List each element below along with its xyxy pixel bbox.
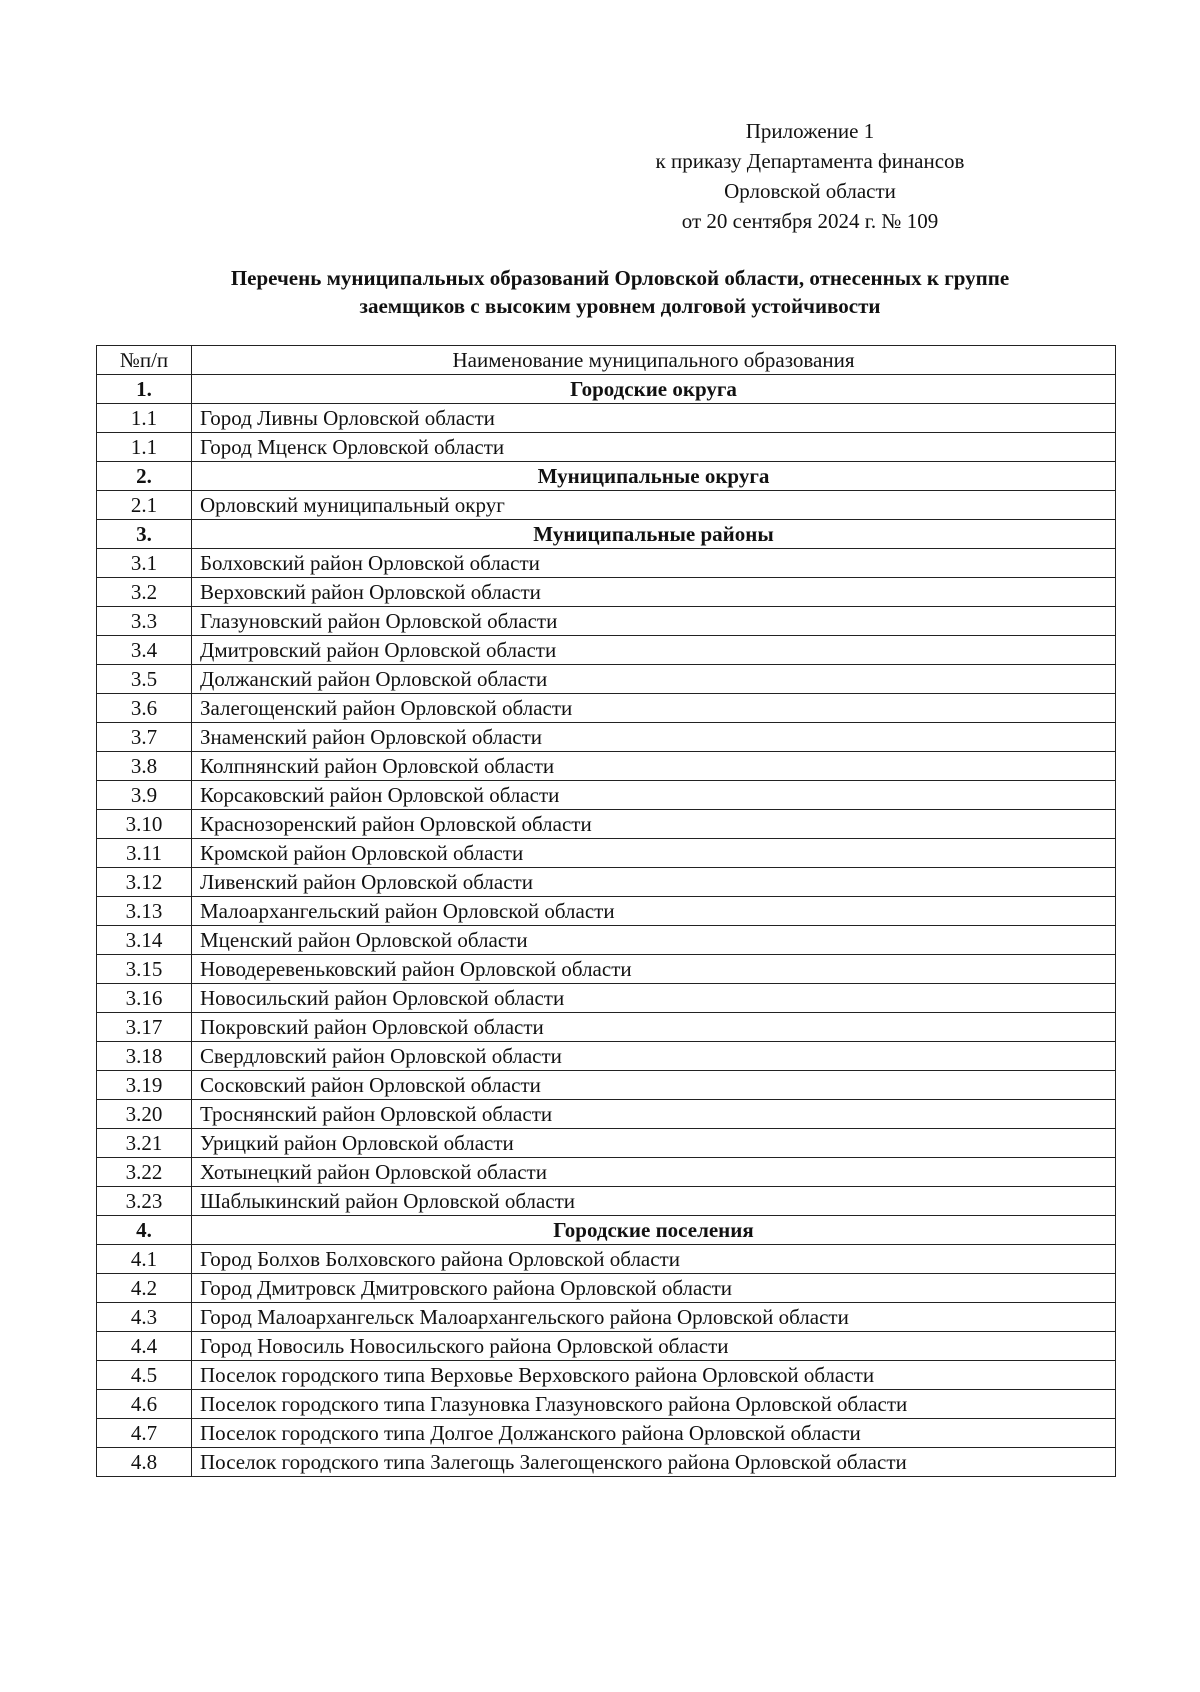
document-title: [150, 264, 1090, 320]
table-row: [97, 1390, 1116, 1419]
row-number: 3.14: [97, 926, 192, 955]
section-row: [97, 375, 1116, 404]
table-row: [97, 1332, 1116, 1361]
municipality-name: Сосковский район Орловской области: [192, 1071, 1116, 1100]
row-number: 3.5: [97, 665, 192, 694]
section-row: [97, 1216, 1116, 1245]
table-row: [97, 433, 1116, 462]
table-row: [97, 752, 1116, 781]
department-region: Орловской области: [724, 179, 896, 203]
municipality-name: Поселок городского типа Залегощь Залегощенского района Орловской области: [192, 1448, 1116, 1477]
municipality-name: Новосильский район Орловской области: [192, 984, 1116, 1013]
section-row: [97, 520, 1116, 549]
row-number: 3.23: [97, 1187, 192, 1216]
row-number: 3.7: [97, 723, 192, 752]
row-number: 3.20: [97, 1100, 192, 1129]
municipality-name: Город Малоархангельск Малоархангельского района Орловской области: [192, 1303, 1116, 1332]
table-row: [97, 1129, 1116, 1158]
table-row: [97, 868, 1116, 897]
order-date-number: от 20 сентября 2024 г. № 109: [681, 209, 939, 233]
table-row: [97, 1100, 1116, 1129]
title-line-2: заемщиков с высоким уровнем долговой устойчивости: [359, 294, 881, 318]
row-number: 3.2: [97, 578, 192, 607]
table-row: [97, 781, 1116, 810]
municipality-name: Корсаковский район Орловской области: [192, 781, 1116, 810]
municipality-name: Должанский район Орловской области: [192, 665, 1116, 694]
table-row: [97, 1361, 1116, 1390]
table-row: [97, 897, 1116, 926]
table-row: [97, 984, 1116, 1013]
table-row: [97, 1158, 1116, 1187]
municipality-name: Колпнянский район Орловской области: [192, 752, 1116, 781]
row-number: 3.15: [97, 955, 192, 984]
municipality-name: Город Новосиль Новосильского района Орловской области: [192, 1332, 1116, 1361]
row-number: 4.3: [97, 1303, 192, 1332]
row-number: 1.: [97, 375, 192, 404]
table-row: [97, 1013, 1116, 1042]
table-row: [97, 1419, 1116, 1448]
municipality-name: Поселок городского типа Верховье Верховского района Орловской области: [192, 1361, 1116, 1390]
row-number: 4.: [97, 1216, 192, 1245]
municipality-name: Глазуновский район Орловской области: [192, 607, 1116, 636]
table-row: [97, 404, 1116, 433]
row-number: 2.: [97, 462, 192, 491]
table-row: [97, 810, 1116, 839]
row-number: 3.12: [97, 868, 192, 897]
municipality-name: Кромской район Орловской области: [192, 839, 1116, 868]
row-number: 4.8: [97, 1448, 192, 1477]
table-row: [97, 549, 1116, 578]
table-row: [97, 1448, 1116, 1477]
row-number: 4.1: [97, 1245, 192, 1274]
municipality-name: Ливенский район Орловской области: [192, 868, 1116, 897]
row-number: 3.8: [97, 752, 192, 781]
table-row: [97, 955, 1116, 984]
table-row: [97, 491, 1116, 520]
municipality-name: Хотынецкий район Орловской области: [192, 1158, 1116, 1187]
municipality-name: Покровский район Орловской области: [192, 1013, 1116, 1042]
municipality-name: Шаблыкинский район Орловской области: [192, 1187, 1116, 1216]
row-number: 4.7: [97, 1419, 192, 1448]
row-number: 4.2: [97, 1274, 192, 1303]
municipality-name: Дмитровский район Орловской области: [192, 636, 1116, 665]
row-number: 3.22: [97, 1158, 192, 1187]
order-reference: к приказу Департамента финансов: [655, 149, 965, 173]
row-number: 3.4: [97, 636, 192, 665]
municipality-name: Город Болхов Болховского района Орловской области: [192, 1245, 1116, 1274]
municipality-name: Поселок городского типа Долгое Должанского района Орловской области: [192, 1419, 1116, 1448]
row-number: 3.16: [97, 984, 192, 1013]
municipality-name: Знаменский район Орловской области: [192, 723, 1116, 752]
row-number: 3.1: [97, 549, 192, 578]
table-row: [97, 723, 1116, 752]
row-number: 1.1: [97, 433, 192, 462]
table-header-row: [97, 346, 1116, 375]
table-row: [97, 665, 1116, 694]
municipality-name: Город Дмитровск Дмитровского района Орловской области: [192, 1274, 1116, 1303]
municipality-name: Город Мценск Орловской области: [192, 433, 1116, 462]
appendix-header: [600, 116, 1020, 236]
municipality-name: Орловский муниципальный округ: [192, 491, 1116, 520]
row-number: 3.17: [97, 1013, 192, 1042]
table-row: [97, 1071, 1116, 1100]
row-number: 3.13: [97, 897, 192, 926]
section-title: Городские поселения: [192, 1216, 1116, 1245]
section-title: Городские округа: [192, 375, 1116, 404]
row-number: 4.6: [97, 1390, 192, 1419]
appendix-number: Приложение 1: [745, 119, 875, 143]
row-number: 3.11: [97, 839, 192, 868]
municipality-name: Город Ливны Орловской области: [192, 404, 1116, 433]
row-number: 3.18: [97, 1042, 192, 1071]
municipality-name: Урицкий район Орловской области: [192, 1129, 1116, 1158]
table-body: [97, 346, 1116, 1477]
section-title: Муниципальные районы: [192, 520, 1116, 549]
row-number: 3.21: [97, 1129, 192, 1158]
row-number: 3.9: [97, 781, 192, 810]
title-line-1: Перечень муниципальных образований Орловской области, отнесенных к группе: [230, 266, 1010, 290]
row-number: 4.5: [97, 1361, 192, 1390]
table-row: [97, 607, 1116, 636]
table-row: [97, 1303, 1116, 1332]
municipality-name: Малоархангельский район Орловской области: [192, 897, 1116, 926]
table-row: [97, 839, 1116, 868]
municipality-name: Краснозоренский район Орловской области: [192, 810, 1116, 839]
municipality-name: Троснянский район Орловской области: [192, 1100, 1116, 1129]
municipality-name: Мценский район Орловской области: [192, 926, 1116, 955]
table-row: [97, 636, 1116, 665]
column-header-name: Наименование муниципального образования: [192, 346, 1116, 375]
row-number: 3.: [97, 520, 192, 549]
municipality-name: Залегощенский район Орловской области: [192, 694, 1116, 723]
table-row: [97, 1042, 1116, 1071]
municipality-name: Верховский район Орловской области: [192, 578, 1116, 607]
table-row: [97, 926, 1116, 955]
municipality-name: Болховский район Орловской области: [192, 549, 1116, 578]
table-row: [97, 1187, 1116, 1216]
section-title: Муниципальные округа: [192, 462, 1116, 491]
row-number: 3.3: [97, 607, 192, 636]
section-row: [97, 462, 1116, 491]
municipality-name: Поселок городского типа Глазуновка Глазуновского района Орловской области: [192, 1390, 1116, 1419]
table-row: [97, 1274, 1116, 1303]
table-row: [97, 1245, 1116, 1274]
municipalities-table: [96, 345, 1116, 1477]
table-row: [97, 694, 1116, 723]
row-number: 3.10: [97, 810, 192, 839]
row-number: 3.19: [97, 1071, 192, 1100]
row-number: 1.1: [97, 404, 192, 433]
row-number: 3.6: [97, 694, 192, 723]
municipality-name: Новодеревеньковский район Орловской области: [192, 955, 1116, 984]
row-number: 2.1: [97, 491, 192, 520]
row-number: 4.4: [97, 1332, 192, 1361]
table-row: [97, 578, 1116, 607]
municipality-name: Свердловский район Орловской области: [192, 1042, 1116, 1071]
column-header-number: №п/п: [97, 346, 192, 375]
